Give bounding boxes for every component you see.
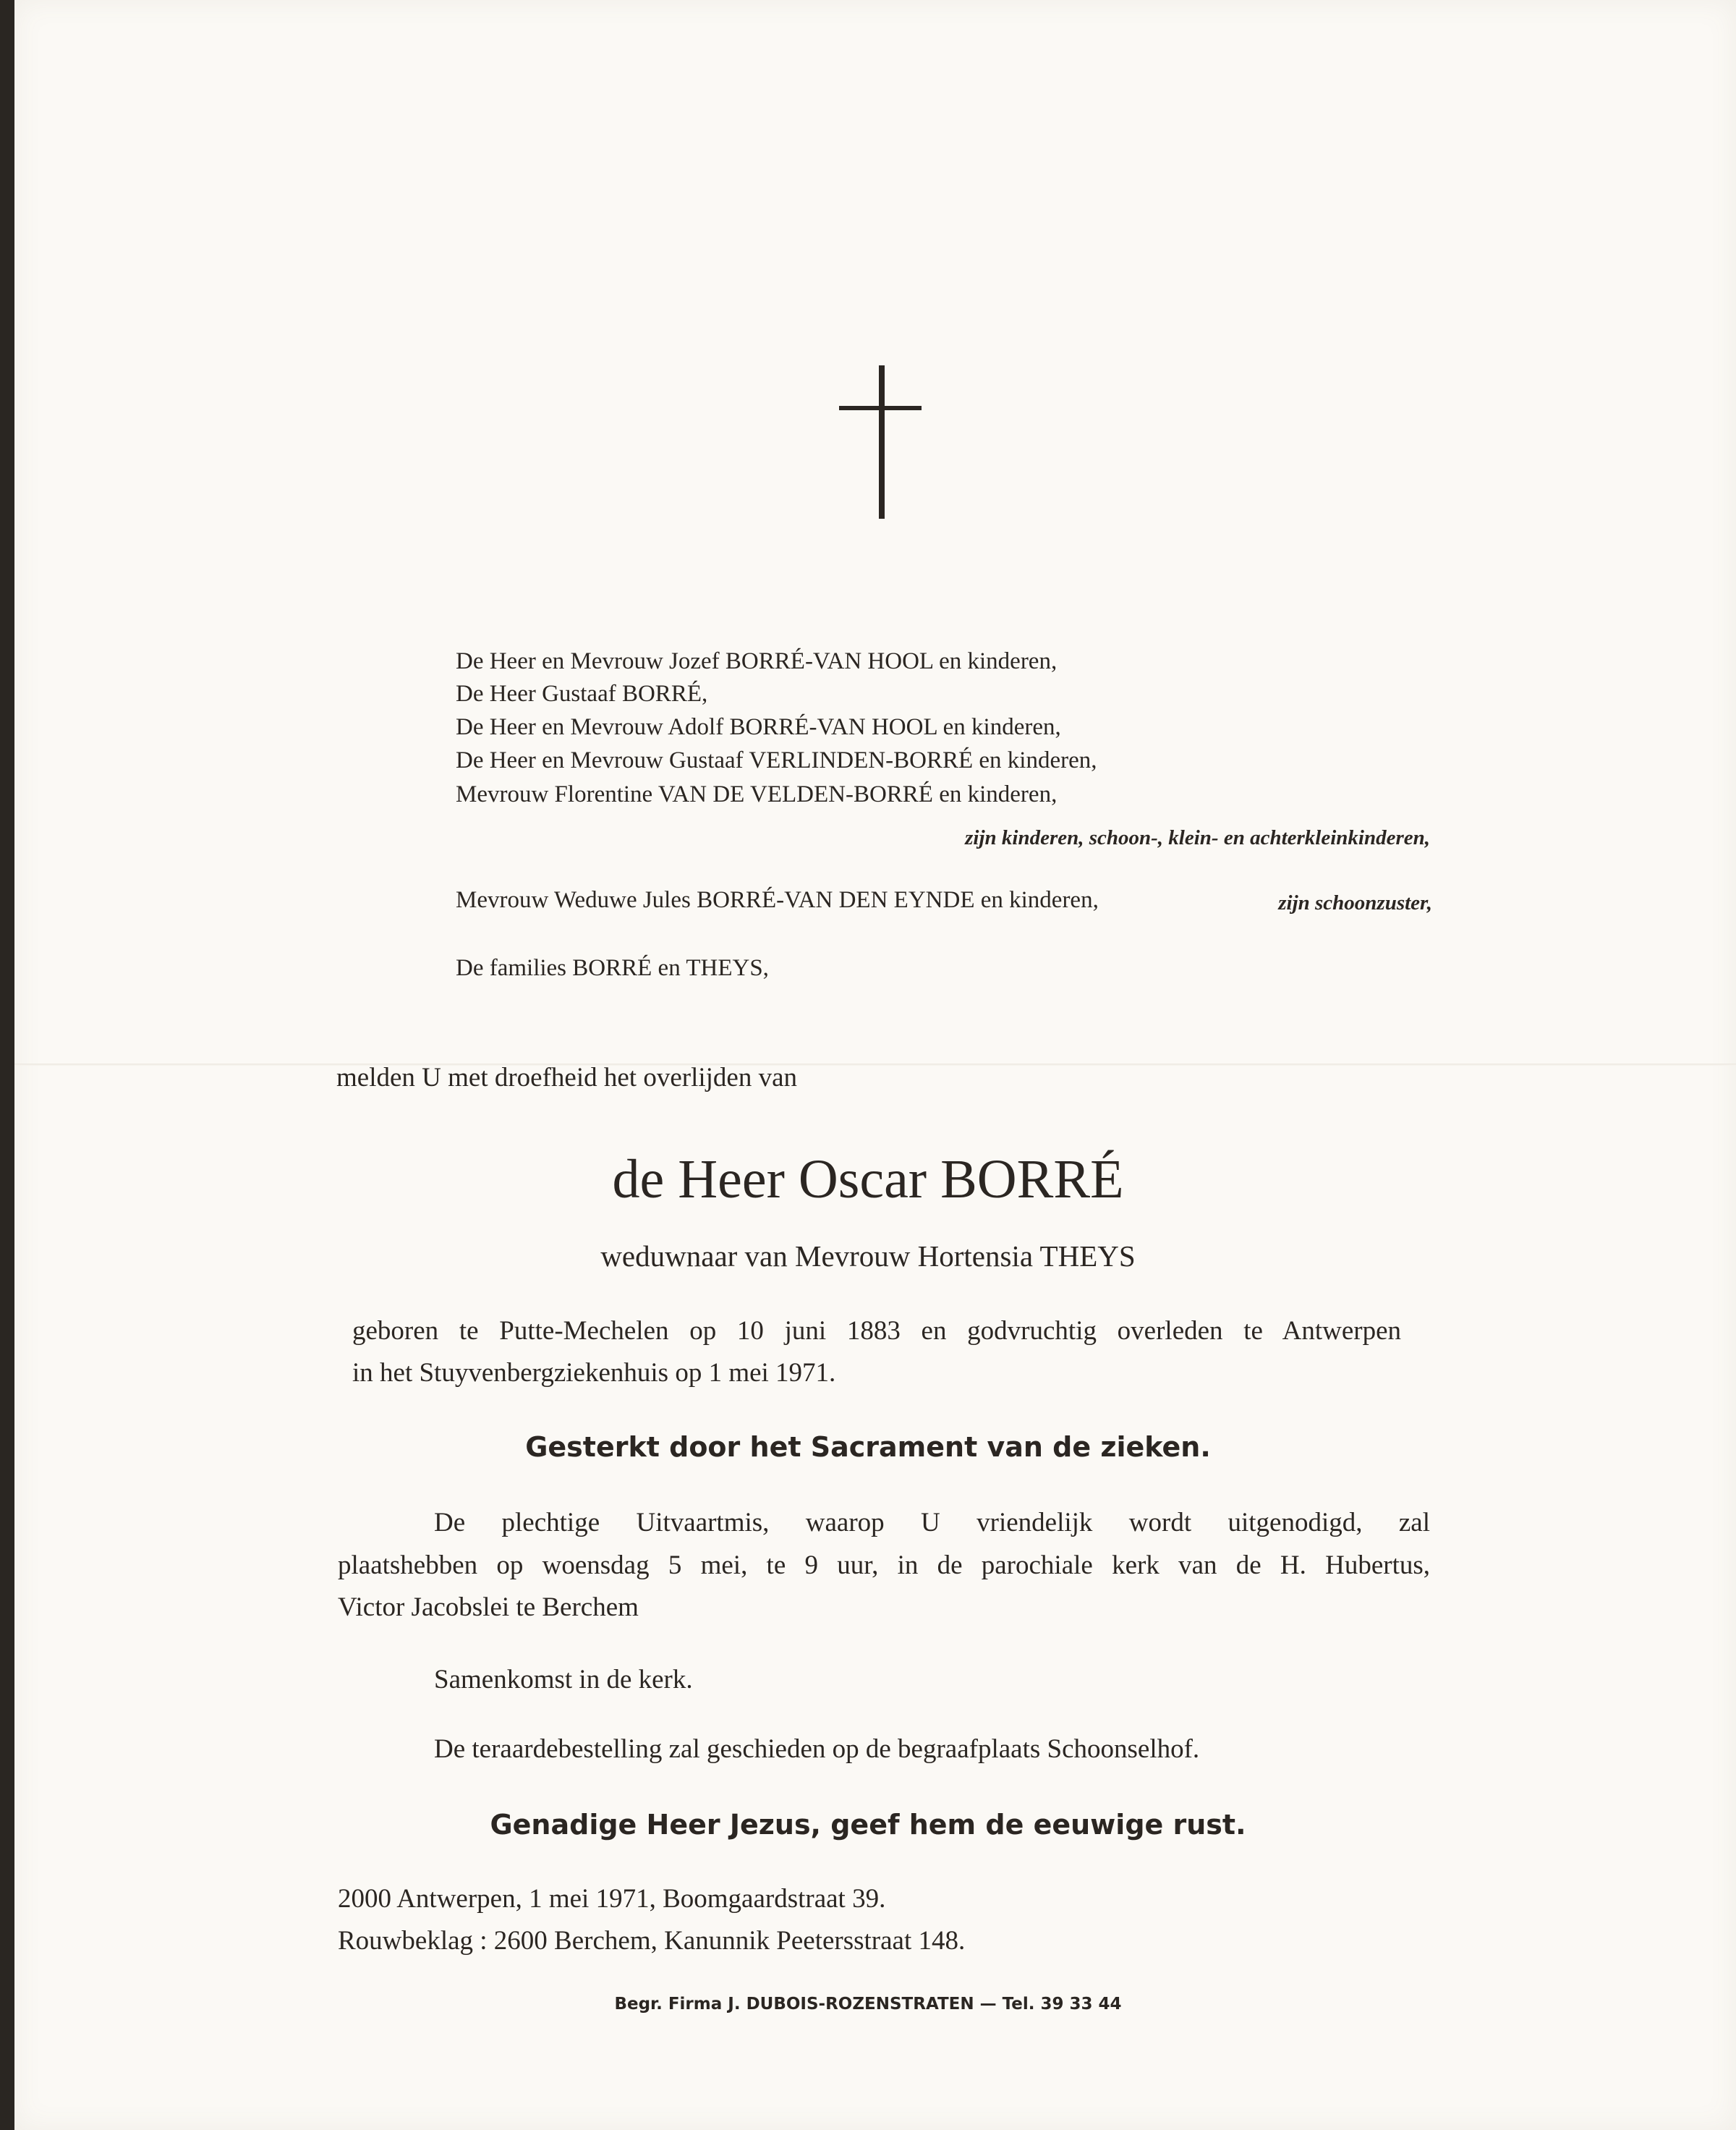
prayer: Genadige Heer Jezus, geef hem de eeuwige rust. [490,1809,1246,1841]
funeral-mass-line: De plechtige Uitvaartmis, waarop U vriendelijk wordt uitgenodigd, zal [434,1508,1430,1537]
family-line: De Heer en Mevrouw Jozef BORRÉ-VAN HOOL en kinderen, [456,648,1058,674]
funeral-mass-line: plaatshebben op woensdag 5 mei, te 9 uur, in de parochiale kerk van de H. Hubertus, [338,1550,1430,1580]
sister-in-law-role: zijn schoonzuster, [1278,891,1432,915]
fold-line [14,1064,1736,1066]
family-line: Mevrouw Florentine VAN DE VELDEN-BORRÉ en kinderen, [456,781,1058,807]
birth-death-line: geboren te Putte-Mechelen op 10 juni 1883 en godvruchtig overleden te Antwerpen [352,1316,1401,1346]
family-line: De Heer Gustaaf BORRÉ, [456,681,708,707]
burial: De teraardebestelling zal geschieden op de begraafplaats Schoonselhof. [434,1734,1200,1764]
family-line: De Heer en Mevrouw Adolf BORRÉ-VAN HOOL en kinderen, [456,714,1061,740]
deceased-name: de Heer Oscar BORRÉ [612,1149,1124,1210]
sister-in-law-line: Mevrouw Weduwe Jules BORRÉ-VAN DEN EYNDE en kinderen, [456,887,1099,913]
family-line: De Heer en Mevrouw Gustaaf VERLINDEN-BORRÉ en kinderen, [456,747,1097,773]
families-line: De families BORRÉ en THEYS, [456,955,769,981]
address-line: Rouwbeklag : 2600 Berchem, Kanunnik Peetersstraat 148. [338,1926,966,1956]
undertaker: Begr. Firma J. DUBOIS-ROZENSTRATEN — Tel. 39 33 44 [614,1995,1122,2014]
birth-death-line: in het Stuyvenbergziekenhuis op 1 mei 1971. [352,1358,836,1388]
address-line: 2000 Antwerpen, 1 mei 1971, Boomgaardstraat 39. [338,1884,886,1914]
widower-of: weduwnaar van Mevrouw Hortensia THEYS [600,1239,1136,1273]
gathering: Samenkomst in de kerk. [434,1665,693,1694]
children-role: zijn kinderen, schoon-, klein- en achterkleinkinderen, [965,826,1430,849]
funeral-mass-line: Victor Jacobslei te Berchem [338,1592,639,1622]
sacrament: Gesterkt door het Sacrament van de zieken. [525,1431,1211,1463]
announcement: melden U met droefheid het overlijden van [336,1063,798,1092]
